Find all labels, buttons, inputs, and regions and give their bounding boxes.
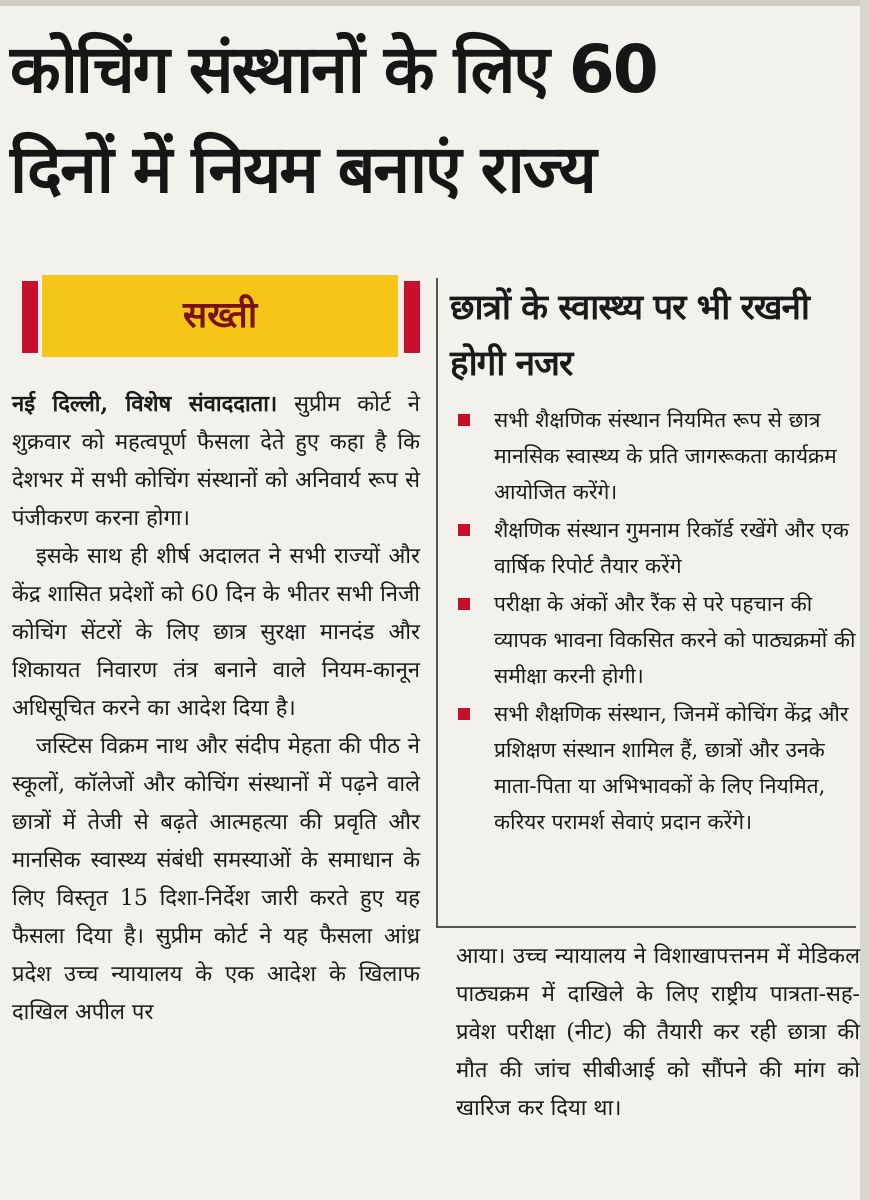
bullet-square-icon bbox=[458, 524, 470, 536]
sidebar-bullet bbox=[450, 586, 860, 694]
bullet-text: सभी शैक्षणिक संस्थान नियमित रूप से छात्र मानसिक स्वास्थ्य के प्रति जागरूकता कार्यक्रम आयोजित करेंगे। bbox=[494, 408, 837, 504]
headline-line-1: कोचिंग संस्थानों के लिए 60 bbox=[10, 31, 657, 108]
article-paragraph-1 bbox=[12, 385, 420, 538]
kicker-label: सख्ती bbox=[42, 275, 398, 357]
kicker-box bbox=[12, 275, 420, 357]
article-paragraph-2: इसके साथ ही शीर्ष अदालत ने सभी राज्यों और केंद्र शासित प्रदेशों को 60 दिन के भीतर सभी निजी कोचिंग सेंटरों के लिए छात्र सुरक्षा मानदंड और शिकायत निवारण तंत्र बनाने वाले नियम-कानून अधिसूचित करने का आदेश दिया है। bbox=[12, 544, 420, 721]
photo-frame-top bbox=[0, 0, 870, 6]
sidebar-bullet bbox=[450, 402, 860, 510]
bullet-square-icon bbox=[458, 598, 470, 610]
headline bbox=[10, 20, 855, 220]
article-paragraph-3: जस्टिस विक्रम नाथ और संदीप मेहता की पीठ ने स्कूलों, कॉलेजों और कोचिंग संस्थानों में पढ़ने वाले छात्रों में तेजी से बढ़ते आत्महत्या की प्रवृति और मानसिक स्वास्थ्य संबंधी समस्याओं के समाधान के लिए विस्तृत 15 दिशा-निर्देश जारी करते हुए यह फैसला दिया है। सुप्रीम कोर्ट ने यह फैसला आंध्र प्रदेश उच्च न्यायालय के एक आदेश के खिलाफ दाखिल अपील पर bbox=[12, 734, 420, 1025]
sidebar-box bbox=[450, 280, 860, 842]
byline: नई दिल्ली, विशेष संवाददाता। bbox=[12, 391, 278, 417]
article-body bbox=[12, 385, 420, 1032]
bullet-square-icon bbox=[458, 414, 470, 426]
article-continuation bbox=[456, 938, 860, 1128]
bullet-text: परीक्षा के अंकों और रैंक से परे पहचान की व्यापक भावना विकसित करने को पाठ्यक्रमों की समीक्षा करनी होगी। bbox=[494, 592, 856, 688]
article-main-column bbox=[12, 275, 420, 1032]
kicker-left-bar bbox=[22, 281, 38, 353]
sidebar-box-left-rule bbox=[436, 278, 438, 928]
bullet-text: शैक्षणिक संस्थान गुमनाम रिकॉर्ड रखेंगे और एक वार्षिक रिपोर्ट तैयार करेंगे bbox=[494, 518, 849, 578]
photo-frame-right bbox=[860, 0, 870, 1200]
sidebar-bullet bbox=[450, 512, 860, 584]
kicker-right-bar bbox=[404, 281, 420, 353]
sidebar-box-bottom-rule bbox=[436, 926, 856, 928]
sidebar-bullet-list bbox=[450, 402, 860, 840]
headline-line-2: दिनों में नियम बनाएं राज्य bbox=[10, 131, 595, 208]
sidebar-title: छात्रों के स्वास्थ्य पर भी रखनी होगी नजर bbox=[450, 288, 809, 384]
bullet-text: सभी शैक्षणिक संस्थान, जिनमें कोचिंग केंद्र और प्रशिक्षण संस्थान शामिल हैं, छात्रों और उनके माता-पिता या अभिभावकों के लिए नियमित, करियर परामर्श सेवाएं प्रदान करेंगे। bbox=[494, 702, 849, 834]
article-paragraph-4: आया। उच्च न्यायालय ने विशाखापत्तनम में मेडिकल पाठ्यक्रम में दाखिले के लिए राष्ट्रीय पात्रता-सह-प्रवेश परीक्षा (नीट) की तैयारी कर रही छात्रा की मौत की जांच सीबीआई को सौंपने की मांग को खारिज कर दिया था। bbox=[456, 944, 860, 1121]
paragraph-1-text: सुप्रीम कोर्ट ने शुक्रवार को महत्वपूर्ण फैसला देते हुए कहा है कि देशभर में सभी कोचिंग संस्थानों को अनिवार्य रूप से पंजीकरण करना होगा। bbox=[12, 392, 420, 531]
sidebar-bullet bbox=[450, 696, 860, 840]
bullet-square-icon bbox=[458, 708, 470, 720]
